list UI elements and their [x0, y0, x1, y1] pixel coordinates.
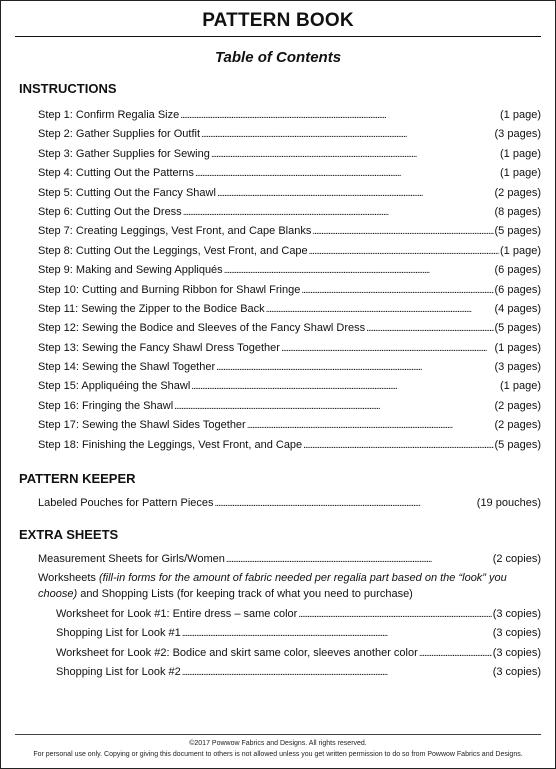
- leader-dots: [247, 416, 494, 435]
- toc-entry-count: (6 pages): [494, 283, 541, 296]
- toc-entry-label: Shopping List for Look #2: [56, 665, 181, 678]
- title-divider: [15, 36, 541, 37]
- toc-entry: [1, 125, 555, 144]
- toc-entry: [1, 106, 555, 125]
- toc-title: Table of Contents: [214, 49, 342, 66]
- footer-copyright: ©2017 Powwow Fabrics and Designs. All rights reserved.: [189, 740, 367, 747]
- worksheets-description: [1, 570, 555, 602]
- toc-entry-count: (3 copies): [492, 646, 541, 659]
- leader-dots: [419, 644, 492, 663]
- toc-entry-label: Step 12: Sewing the Bodice and Sleeves of the Fancy Shawl Dress: [38, 322, 366, 335]
- toc-content: [1, 81, 555, 682]
- instructions-list: [1, 106, 555, 455]
- toc-entry-count: (5 pages): [494, 438, 541, 451]
- toc-entry-count: (3 pages): [494, 128, 541, 141]
- toc-entry-label: Step 2: Gather Supplies for Outfit: [38, 128, 201, 141]
- toc-entry-label: Step 5: Cutting Out the Fancy Shawl: [38, 186, 216, 199]
- toc-entry-count: (1 page): [500, 167, 541, 180]
- toc-entry: [1, 145, 555, 164]
- toc-entry-count: (2 pages): [494, 399, 541, 412]
- toc-entry-count: (1 page): [500, 147, 541, 160]
- toc-entry-count: (1 pages): [494, 341, 541, 354]
- book-title: PATTERN BOOK: [202, 10, 354, 31]
- toc-entry: [1, 281, 555, 300]
- worksheets-italic-note: (fill-in forms for the amount of fabric needed per regalia part based on the “look” you choose): [38, 571, 507, 600]
- toc-entry-count: (4 pages): [494, 302, 541, 315]
- toc-entry-count: (2 pages): [494, 419, 541, 432]
- toc-entry-count: (2 copies): [492, 553, 541, 566]
- toc-entry-label: Step 17: Sewing the Shawl Sides Together: [38, 419, 246, 432]
- leader-dots: [215, 494, 476, 513]
- toc-entry: [1, 436, 555, 455]
- worksheets-tail: and Shopping Lists (for keeping track of what you need to purchase): [77, 587, 413, 600]
- toc-entry-count: (5 pages): [494, 322, 541, 335]
- leader-dots: [182, 624, 492, 643]
- toc-entry-label: Measurement Sheets for Girls/Women: [38, 553, 225, 566]
- toc-entry: [1, 644, 555, 663]
- leader-dots: [298, 605, 491, 624]
- toc-entry-label: Step 14: Sewing the Shawl Together: [38, 361, 216, 374]
- toc-entry-label: Step 10: Cutting and Burning Ribbon for Shawl Fringe: [38, 283, 301, 296]
- toc-entry-count: (3 pages): [494, 361, 541, 374]
- leader-dots: [217, 184, 494, 203]
- toc-entry-label: Step 4: Cutting Out the Patterns: [38, 167, 194, 180]
- footer-notice: For personal use only. Copying or giving this document to others is not allowed unless you get written permission to do so from Powwow Fabrics and Designs.: [33, 751, 523, 758]
- toc-entry-label: Step 7: Creating Leggings, Vest Front, and Cape Blanks: [38, 225, 312, 238]
- toc-entry: [1, 663, 555, 682]
- toc-entry-label: Step 18: Finishing the Leggings, Vest Front, and Cape: [38, 438, 303, 451]
- section-heading-instructions: INSTRUCTIONS: [19, 81, 117, 96]
- toc-entry-label: Step 1: Confirm Regalia Size: [38, 109, 180, 121]
- toc-entry-label: Shopping List for Look #1: [56, 627, 181, 640]
- toc-entry-label: Step 6: Cutting Out the Dress: [38, 205, 182, 218]
- leader-dots: [301, 281, 493, 300]
- toc-entry: [1, 397, 555, 416]
- toc-entry-label: Worksheet for Look #2: Bodice and skirt same color, sleeves another color: [56, 646, 418, 659]
- toc-entry-count: (1 page): [500, 244, 541, 257]
- section-heading-pattern-keeper: PATTERN KEEPER: [19, 471, 136, 487]
- toc-entry: [1, 550, 555, 569]
- toc-entry: [1, 203, 555, 222]
- toc-entry-count: (8 pages): [494, 205, 541, 218]
- section-heading-extra-sheets: EXTRA SHEETS: [19, 527, 119, 543]
- toc-entry: [1, 624, 555, 643]
- toc-entry-count: (2 pages): [494, 186, 541, 199]
- leader-dots: [266, 300, 494, 319]
- leader-dots: [183, 203, 494, 222]
- toc-entry: [1, 184, 555, 203]
- toc-entry-count: (5 pages): [494, 225, 541, 238]
- toc-entry-label: Step 3: Gather Supplies for Sewing: [38, 147, 210, 160]
- toc-entry-label: Labeled Pouches for Pattern Pieces: [38, 497, 214, 510]
- worksheet-list: [1, 605, 555, 683]
- toc-entry-label: Step 9: Making and Sewing Appliqués: [38, 264, 223, 277]
- toc-entry-label: Step 15: Appliquéing the Shawl: [38, 380, 191, 393]
- toc-entry: [1, 300, 555, 319]
- toc-entry-count: (19 pouches): [476, 497, 541, 510]
- toc-entry-count: (3 copies): [492, 627, 541, 640]
- toc-entry: [1, 494, 555, 513]
- leader-dots: [211, 145, 499, 164]
- toc-entry-label: Step 8: Cutting Out the Leggings, Vest Front, and Cape: [38, 244, 308, 257]
- toc-entry: [1, 261, 555, 280]
- leader-dots: [216, 358, 493, 377]
- toc-entry-label: Worksheet for Look #1: Entire dress – same color: [56, 607, 298, 620]
- leader-dots: [303, 436, 493, 455]
- toc-entry: [1, 605, 555, 624]
- toc-entry-count: (1 page): [500, 109, 541, 121]
- leader-dots: [226, 550, 492, 569]
- toc-entry: [1, 339, 555, 358]
- toc-entry-count: (3 copies): [492, 665, 541, 678]
- leader-dots: [309, 242, 499, 261]
- leader-dots: [174, 397, 493, 416]
- toc-entry-count: (6 pages): [494, 264, 541, 277]
- toc-entry: [1, 377, 555, 396]
- worksheets-lead: Worksheets: [38, 571, 99, 584]
- toc-entry-label: Step 13: Sewing the Fancy Shawl Dress Together: [38, 341, 280, 354]
- leader-dots: [224, 261, 494, 280]
- toc-entry: [1, 416, 555, 435]
- leader-dots: [195, 164, 499, 183]
- toc-entry-label: Step 16: Fringing the Shawl: [38, 399, 174, 412]
- toc-entry: [1, 242, 555, 261]
- toc-entry: [1, 319, 555, 338]
- toc-entry-count: (3 copies): [492, 607, 541, 620]
- leader-dots: [182, 663, 492, 682]
- toc-entry: [1, 358, 555, 377]
- leader-dots: [201, 125, 493, 144]
- leader-dots: [180, 106, 499, 125]
- footer-divider: [15, 734, 541, 735]
- leader-dots: [312, 222, 493, 241]
- toc-entry-count: (1 page): [500, 380, 541, 393]
- toc-entry: [1, 222, 555, 241]
- leader-dots: [366, 319, 493, 338]
- leader-dots: [281, 339, 494, 358]
- toc-entry-label: Step 11: Sewing the Zipper to the Bodice Back: [38, 302, 265, 315]
- toc-entry: [1, 164, 555, 183]
- leader-dots: [191, 377, 499, 396]
